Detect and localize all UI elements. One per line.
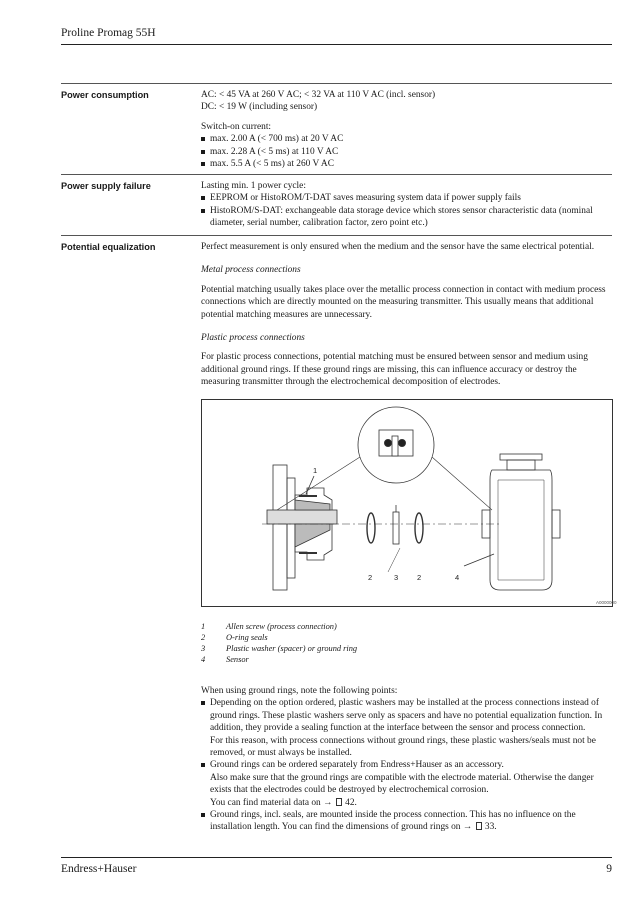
section-rule (61, 235, 612, 236)
callout-label: 1 (313, 466, 318, 475)
section-label-potential-equalization: Potential equalization (61, 242, 156, 252)
connection-bore (267, 510, 337, 524)
legend-item (201, 621, 357, 632)
o-ring-right (415, 513, 423, 543)
callout-label: 4 (455, 573, 460, 582)
section-label-power-consumption: Power consumption (61, 90, 149, 100)
list-item: EEPROM or HistoROM/T-DAT saves measuring system data if power supply fails (201, 192, 613, 204)
list-item: max. 2.28 A (< 5 ms) at 110 V AC (201, 146, 613, 158)
note-text: Ground rings, incl. seals, are mounted inside the process connection. This has no influence on the installation length. You can find the dimensions of ground rings on (210, 810, 576, 833)
page-reference-icon (476, 822, 482, 830)
section-rule (61, 83, 612, 84)
header-title: Proline Promag 55H (61, 27, 156, 39)
switch-on-title: Switch-on current: (201, 121, 272, 132)
page-number: 9 (606, 863, 612, 875)
page-reference-icon (336, 798, 342, 806)
footer-rule (61, 857, 612, 858)
note-text: Depending on the option ordered, plastic washers may be installed at the process connections instead of ground rings. These plastic washers serve only as spacers and have no potential equalization function. In addition, they provide a sealing function at the interface between the sensor and process connection. (210, 698, 603, 734)
list-item (201, 809, 613, 834)
hatched-section (295, 500, 330, 510)
legend-text: Allen screw (process connection) (226, 622, 337, 631)
header-rule (61, 44, 612, 45)
metal-connections-text: Potential matching usually takes place over the metallic process connection in contact with medium process connections which are directly mounted on the measuring transmitter. This usually means that additional potential matching measures are unnecessary. (201, 284, 606, 320)
sensor-neck (507, 460, 535, 470)
failure-list (201, 192, 613, 229)
callout-leader (306, 476, 314, 494)
plastic-connections-text: For plastic process connections, potential matching must be ensured between sensor and medium using additional ground rings. If these ground rings are missing, this can influence accuracy or destroy the measuring transmitter through the electrochemical decomposition of electrodes. (201, 352, 588, 388)
dc-consumption-text: DC: < 19 W (including sensor) (201, 102, 318, 113)
magnifier-leader (432, 457, 492, 510)
note-text: You can find material data on (210, 797, 321, 808)
legend-number: 1 (201, 622, 206, 631)
ground-ring-figure (201, 399, 613, 607)
legend-item (201, 643, 357, 654)
ground-ring (393, 512, 399, 544)
detail-washer (392, 436, 398, 456)
figure-id: A0000000 (596, 600, 617, 605)
sensor-flange-right (552, 510, 560, 538)
callout-leader (464, 554, 494, 566)
footer-company: Endress+Hauser (61, 863, 137, 875)
list-item: max. 5.5 A (< 5 ms) at 260 V AC (201, 158, 613, 170)
switch-on-list (201, 133, 613, 170)
detail-o-ring (398, 439, 405, 446)
flange-plate (273, 465, 287, 590)
sensor-housing (490, 470, 552, 590)
section-rule (61, 174, 612, 175)
ground-ring-notes (201, 685, 613, 834)
equalization-intro: Perfect measurement is only ensured when the medium and the sensor have the same electrical potential. (201, 242, 595, 252)
figure-legend (201, 621, 357, 665)
legend-item (201, 654, 357, 665)
notes-list (201, 697, 613, 833)
magnifier-leader (277, 457, 360, 510)
ac-consumption-text: AC: < 45 VA at 260 V AC; < 32 VA at 110 V AC (incl. sensor) (201, 90, 436, 100)
notes-intro: When using ground rings, note the following points: (201, 686, 398, 696)
legend-number: 2 (201, 633, 206, 642)
note-text: For this reason, with process connections without ground rings, these plastic washers/seals must not be removed, or must always be installed. (210, 735, 596, 759)
legend-number: 4 (201, 655, 206, 664)
hatched-section (295, 524, 330, 547)
legend-text: O-ring seals (226, 633, 268, 642)
flange-plate-inner (287, 478, 295, 578)
page-reference[interactable]: 42. (345, 797, 357, 808)
legend-item (201, 632, 357, 643)
callout-leader (388, 548, 400, 572)
list-item: max. 2.00 A (< 700 ms) at 20 V AC (201, 133, 613, 145)
failure-intro: Lasting min. 1 power cycle: (201, 181, 306, 191)
legend-text: Sensor (226, 655, 249, 664)
legend-number: 3 (201, 644, 206, 653)
callout-label: 3 (394, 573, 399, 582)
note-text: Ground rings can be ordered separately from Endress+Hauser as an accessory. (210, 760, 504, 771)
plastic-connections-title: Plastic process connections (201, 333, 305, 344)
detail-o-ring (384, 439, 391, 446)
ground-ring-diagram (202, 400, 613, 607)
sensor-terminal-cap (500, 454, 542, 460)
o-ring-left (367, 513, 375, 543)
arrow-icon: → (323, 797, 333, 808)
section-label-power-supply-failure: Power supply failure (61, 181, 151, 191)
list-item (201, 697, 613, 759)
sensor-housing-inner (498, 480, 544, 580)
note-text: Also make sure that the ground rings are compatible with the electrode material. Otherwise the danger exists that the electrodes could be destroyed by electrochemical corrosion. (210, 772, 594, 796)
arrow-icon: → (462, 822, 473, 833)
section-body-power-supply-failure (201, 180, 613, 230)
legend-text: Plastic washer (spacer) or ground ring (226, 644, 358, 653)
section-body-potential-equalization (201, 241, 613, 389)
list-item: HistoROM/S-DAT: exchangeable data storage device which stores sensor characteristic data (nominal diameter, serial number, calibration factor, zero point etc.) (201, 205, 613, 230)
list-item (201, 759, 613, 809)
section-body-power-consumption (201, 89, 613, 170)
callout-label: 2 (368, 573, 373, 582)
page-reference[interactable]: 33. (484, 822, 497, 833)
callout-label: 2 (417, 573, 422, 582)
metal-connections-title: Metal process connections (201, 265, 301, 276)
